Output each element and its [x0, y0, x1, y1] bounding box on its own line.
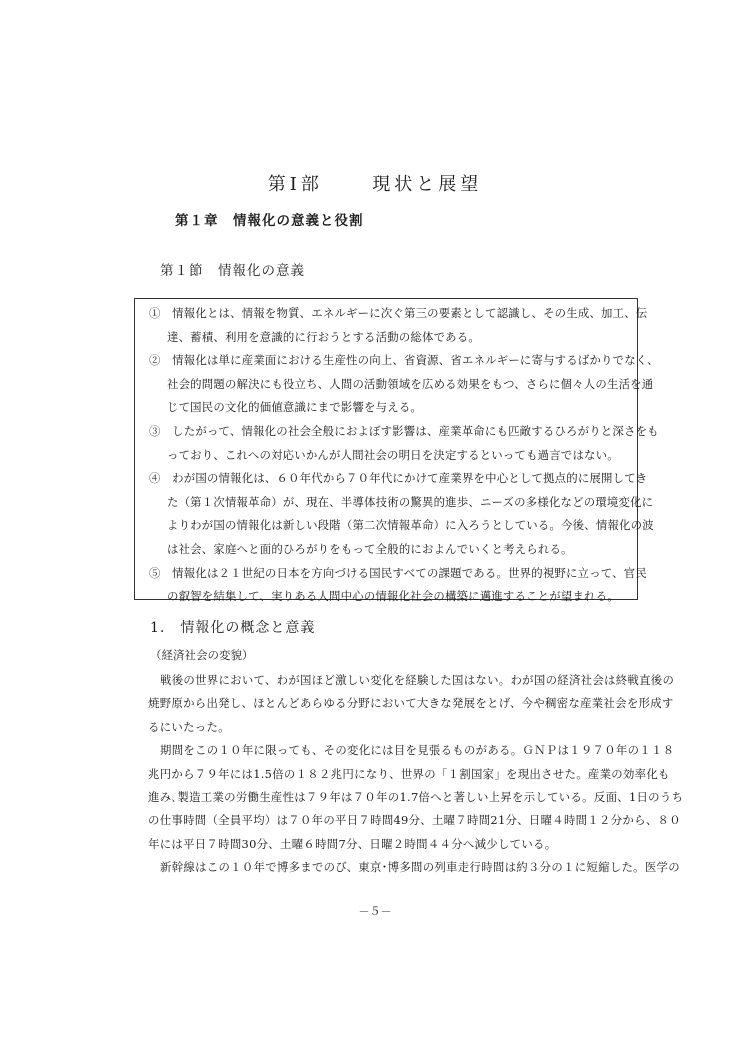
summary-line: っており、これへの対応いかんが人間社会の明日を決定するといっても過言ではない。 [167, 447, 619, 462]
summary-line: ④ わが国の情報化は、６０年代から７０年代にかけて産業界を中心として拠点的に展開してき [149, 471, 648, 486]
summary-line: の叡智を結集して、実りある人間中心の情報化社会の構築に邁進することが望まれる。 [167, 589, 619, 604]
paragraph-line: 進み､製造工業の労働生産性は７９年は７０年の1.7倍へと著しい上昇を示している。反面、1日のうち [148, 790, 684, 804]
summary-line: 社会的問題の解決にも役立ち、人間の活動領域を広める効果をもつ、さらに個々人の生活を通 [167, 376, 654, 391]
paragraph-line: 新幹線はこの１０年で博多までのび、東京･博多間の列車走行時間は約３分の１に短縮した。医学の [160, 860, 680, 875]
paragraph-line: 兆円から７９年には1.5倍の１８２兆円になり、世界の「１割国家」を現出させた。産業の効率化も [148, 766, 670, 781]
summary-line: ① 情報化とは、情報を物質、エネルギーに次ぐ第三の要素として認識し、その生成、加工、伝 [149, 306, 648, 320]
paragraph-line: 期間をこの１０年に限っても、その変化には目を見張るものがある。ＧＮＰは１９７０年の１１８ [160, 743, 675, 758]
summary-line: 達、蓄積、利用を意識的に行おうとする活動の総体である。 [167, 329, 480, 344]
paragraph-line: 年には平日７時間30分、土曜６時間7分、日曜２時間４４分へ減少している。 [148, 836, 557, 851]
page-number: －５－ [358, 905, 392, 918]
paragraph-line: 焼野原から出発し、ほとんどあらゆる分野において大きな発展をとげ、今や稠密な産業社会を形成す [148, 696, 674, 711]
summary-line: ⑤ 情報化は２１世紀の日本を方向づける国民すべての課題である。世界的視野に立って、官民 [149, 565, 647, 580]
summary-line: は社会、家庭へと面的ひろがりをもって全般的におよんでいくと考えられる。 [167, 542, 573, 556]
summary-line: た（第１次情報革命）が、現在、半導体技術の驚異的進歩、ニーズの多様化などの環境変化に [167, 494, 654, 509]
subsection-heading: 1. 情報化の概念と意義 [150, 620, 316, 636]
summary-line: じて国民の文化的価値意識にまで影響を与える。 [167, 400, 422, 415]
subheading: （経済社会の変貌） [150, 648, 254, 662]
paragraph-line: 戦後の世界において、わが国ほど激しい変化を経験した国はない。わが国の経済社会は終戦直後の [160, 673, 675, 687]
chapter-heading: 第１章 情報化の意義と役割 [175, 213, 364, 229]
part-title [0, 170, 750, 196]
section-heading: 第１節 情報化の意義 [160, 263, 305, 279]
summary-line: ② 情報化は単に産業面における生産性の向上、省資源、省エネルギーに寄与するばかりでなく、 [149, 353, 659, 368]
part-name: 現状と展望 [372, 174, 483, 195]
summary-line: よりわが国の情報化は新しい段階（第二次情報革命）に入ろうとしている。今後、情報化の波 [167, 518, 654, 533]
part-number: 第Ⅰ部 [267, 174, 323, 195]
summary-box [134, 298, 659, 604]
paragraph-line: の仕事時間（全員平均）は７０年の平日７時間49分、土曜７時間21分、日曜４時間１２分から、８０ [148, 813, 681, 828]
paragraph-line: るにいたった。 [148, 719, 230, 734]
summary-line: ③ したがって、情報化の社会全般におよぼす影響は、産業革命にも匹敵するひろがりと深さをも [149, 424, 659, 438]
